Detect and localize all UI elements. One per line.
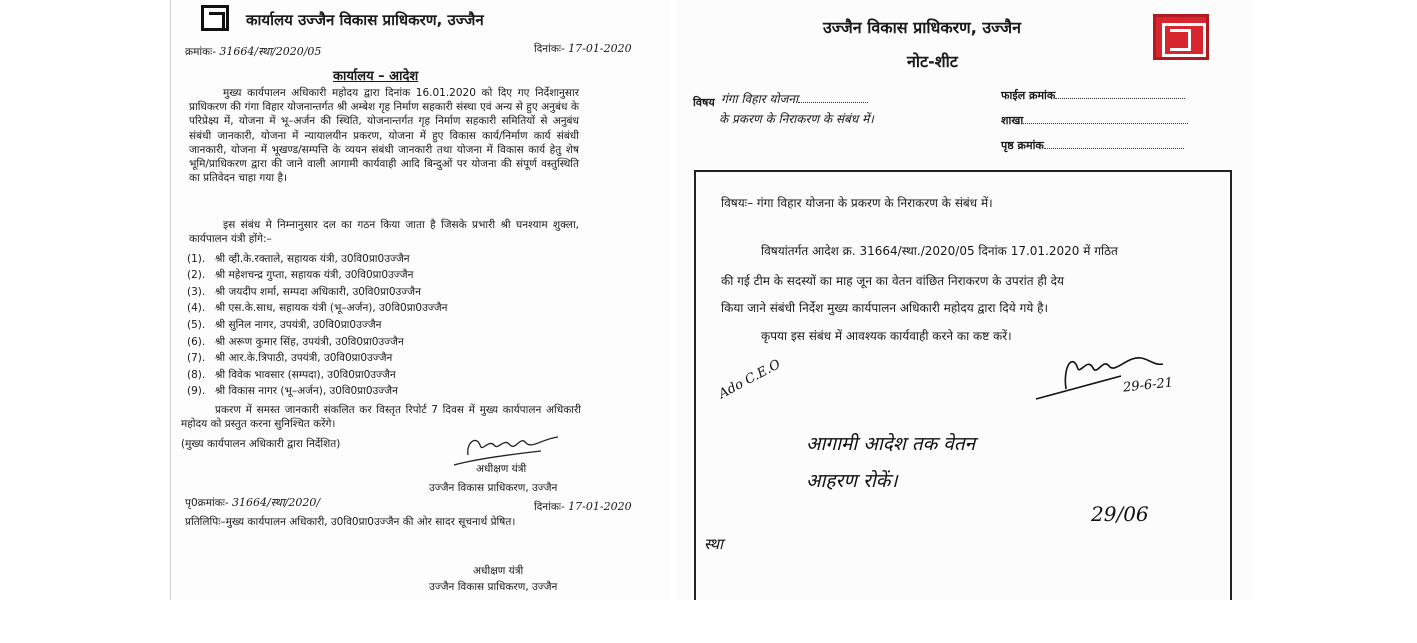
directed-note: (मुख्य कार्यपालन अधिकारी द्वारा निर्देशित) — [181, 438, 341, 450]
order-paragraph-3: प्रकरण में समस्त जानकारी संकलित कर विस्तृत रिपोर्ट 7 दिवस में मुख्य कार्यपालन अधिकारी महोदय को प्रस्तुत करना सुनिश्चित करेंगे। — [181, 404, 581, 431]
subject-label: विषय — [693, 96, 715, 109]
subject-line-2: के प्रकरण के निराकरण के संबंध में। — [719, 112, 874, 126]
hand-bottom-left-mark: स्था — [704, 535, 724, 553]
authority-logo — [201, 5, 229, 31]
order-title: कार्यालय – आदेश — [333, 69, 419, 84]
note-body-box — [694, 170, 1232, 600]
list-item: (7). श्री आर.के.त्रिपाठी, उपयंत्री, उ0वि0प्रा0उज्जैन — [187, 352, 393, 364]
body-line-3: किया जाने संबंधी निर्देश मुख्य कार्यपालन अधिकारी महोदय द्वारा दिये गये है। — [721, 301, 1049, 315]
hand-bottom-date: 29/06 — [1091, 502, 1149, 526]
signatory-1-title: अधीक्षण यंत्री — [476, 463, 527, 475]
hand-instruction-line-1: आगामी आदेश तक वेतन — [806, 433, 976, 455]
order-paragraph-2: इस संबंध मे निम्नानुसार दल का गठन किया जाता है जिसके प्रभारी श्री घनश्याम शुक्ला, कार्यपालन यंत्री होंगे:– — [189, 219, 579, 246]
ref-value: 31664/स्था/2020/05 — [219, 45, 322, 58]
office-order-document — [170, 0, 670, 600]
branch-field: शाखा — [1001, 113, 1188, 128]
list-item: (9). श्री विकास नागर (भू–अर्जन), उ0वि0प्रा0उज्जैन — [187, 385, 398, 397]
ref-number — [185, 44, 321, 59]
note-sheet-title: नोट-शीट — [907, 52, 958, 71]
order-paragraph-1: मुख्य कार्यपालन अधिकारी महोदय द्वारा दिनांक 16.01.2020 को दिए गए निर्देशानुसार प्राधिकरण की गंगा विहार योजनान्तर्गत श्री अम्बेश गृह निर्माण सहकारी संस्था एवं अन्य से हुए अनुबंध के परिप्रेक्ष्य में, योजना में भू–अर्जन की स्थिति, योजनान्तर्गत गृह निर्माण सहकारी समितियों से अनुबंध संबंधी जानकारी, योजना में न्यायालयीन प्रकरण, योजना में हुए विकास कार्य/निर्माण कार्य संबंधी जानकारी, योजना में भूखण्ड/सम्पत्ति के व्ययन संबंधी जानकारी तथा योजना में विकास कार्य हेतु शेष भूमि/प्राधिकरण द्वारा की जाने वाली आगामी कार्यवाही आदि बिन्दुओं पर योजना की संपूर्ण वस्तुस्थिति का प्रतिवेदन चाहा गया है। — [189, 87, 579, 185]
subject-line-1: गंगा विहार योजना — [721, 90, 868, 107]
endorsement-ref: पृ0क्रमांकः- 31664/स्था/2020/ — [185, 496, 321, 509]
signature-date: 29-6-21 — [1122, 375, 1174, 396]
list-item: (1). श्री व्ही.के.रक्ताले, सहायक यंत्री, उ0वि0प्रा0उज्जैन — [187, 253, 410, 265]
signatory-2-title: अधीक्षण यंत्री — [473, 565, 524, 577]
list-item: (2). श्री महेशचन्द्र गुप्ता, सहायक यंत्री, उ0वि0प्रा0उज्जैन — [187, 269, 414, 281]
hand-instruction-line-2: आहरण रोकें। — [806, 470, 898, 492]
list-item: (6). श्री अरूण कुमार सिंह, उपयंत्री, उ0वि0प्रा0उज्जैन — [187, 336, 404, 348]
body-line-2: की गई टीम के सदस्यों का माह जून का वेतन वांछित निराकरण के उपरांत ही देय — [721, 274, 1064, 288]
note-sheet-document — [675, 0, 1252, 600]
hand-note-ceo: Ado C.E.O — [716, 357, 784, 402]
copy-to-line: प्रतिलिपिः–मुख्य कार्यपालन अधिकारी, उ0वि0प्रा0उज्जैन की ओर सादर सूचनार्थ प्रेषित। — [185, 516, 516, 528]
list-item: (8). श्री विवेक भावसार (सम्पदा), उ0वि0प्रा0उज्जैन — [187, 369, 396, 381]
endorsement-date: दिनांकः- 17-01-2020 — [534, 500, 632, 513]
body-line-4: कृपया इस संबंध में आवश्यक कार्यवाही करने का कष्ट करें। — [761, 329, 1012, 343]
authority-title: उज्जैन विकास प्राधिकरण, उज्जैन — [823, 18, 1022, 37]
order-date — [534, 42, 632, 56]
date-value: 17-01-2020 — [568, 42, 632, 55]
body-subject: विषयः– गंगा विहार योजना के प्रकरण के निराकरण के संबंध में। — [721, 196, 993, 210]
office-title: कार्यालय उज्जैन विकास प्राधिकरण, उज्जैन — [246, 11, 484, 29]
authority-logo — [1153, 14, 1209, 60]
list-item: (3). श्री जयदीप शर्मा, सम्पदा अधिकारी, उ0वि0प्रा0उज्जैन — [187, 286, 421, 298]
page-number-field: पृष्ठ क्रमांक — [1001, 138, 1184, 153]
file-number-field: फाईल क्रमांक — [1001, 88, 1185, 103]
signatory-2-org: उज्जैन विकास प्राधिकरण, उज्जैन — [429, 581, 558, 593]
ref-label: क्रमांकः- — [185, 46, 217, 58]
list-item: (4). श्री एस.के.साध, सहायक यंत्री (भू–अर्जन), उ0वि0प्रा0उज्जैन — [187, 302, 448, 314]
body-line-1: विषयांतर्गत आदेश क्र. 31664/स्था./2020/05 दिनांक 17.01.2020 में गठित — [761, 244, 1118, 258]
signatory-1-org: उज्जैन विकास प्राधिकरण, उज्जैन — [429, 482, 558, 494]
date-label: दिनांकः- — [534, 43, 565, 55]
list-item: (5). श्री सुनिल नागर, उपयंत्री, उ0वि0प्रा0उज्जैन — [187, 319, 382, 331]
